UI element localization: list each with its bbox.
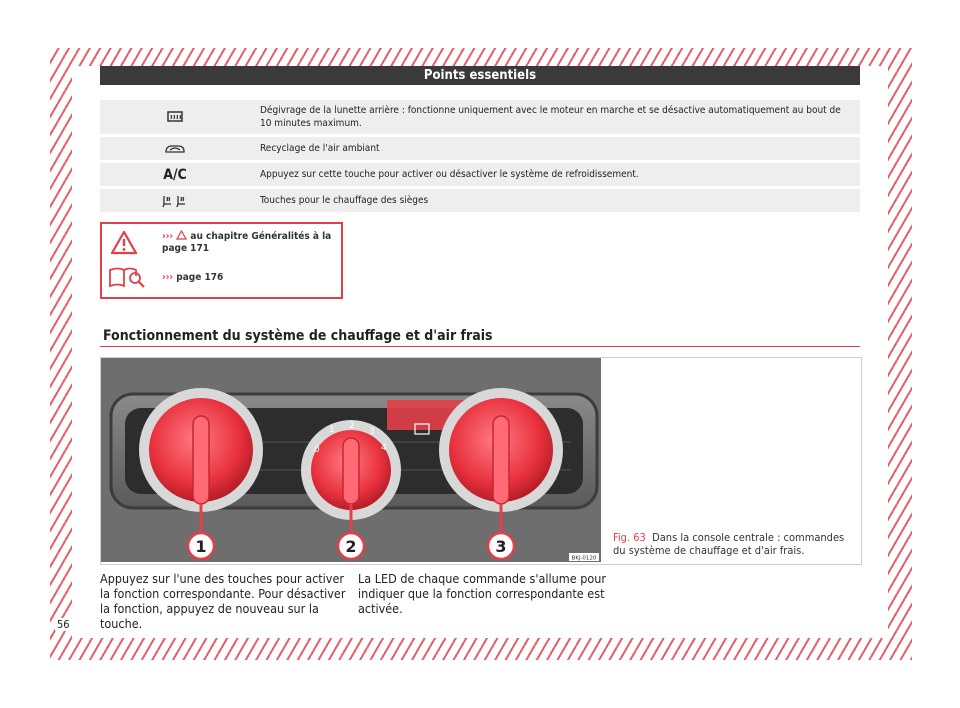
- seat-heating-description: Touches pour le chauffage des sièges: [260, 195, 429, 206]
- figure-caption-text: Dans la console centrale : commandes du système de chauffage et d'air frais.: [613, 531, 845, 557]
- defrost-description: Dégivrage de la lunette arrière : fonctionne uniquement avec le moteur en marche et se désactive automatiquement au bout de 10 minutes maximum.: [260, 105, 841, 129]
- svg-text:3: 3: [495, 537, 507, 556]
- table-row: [100, 137, 860, 160]
- controls-table: [100, 100, 860, 215]
- svg-text:2: 2: [345, 537, 357, 556]
- table-row: [100, 189, 860, 212]
- knob2-label-4: 4: [381, 443, 387, 453]
- body-paragraph-2: La LED de chaque commande s'allume pour indiquer que la fonction correspondante est activée.: [358, 571, 606, 616]
- ac-description: Appuyez sur cette touche pour activer ou désactiver le système de refroidissement.: [260, 169, 639, 180]
- svg-text:1: 1: [195, 537, 207, 556]
- ac-label: A/C: [163, 166, 187, 183]
- knob2-label-1: 1: [329, 425, 335, 435]
- recirculation-description: Recyclage de l'air ambiant: [260, 143, 380, 154]
- warning-reference-2: ››› page 176: [162, 272, 224, 283]
- small-warning-icon: [176, 230, 187, 240]
- warning-triangle-icon: [110, 230, 138, 259]
- callout-2: [338, 533, 364, 559]
- section-divider: [100, 346, 860, 347]
- knob2-label-2: 2: [349, 421, 355, 431]
- figure-label: Fig. 63: [613, 531, 646, 544]
- knob2-label-0: 0: [314, 445, 320, 455]
- figure-caption: [613, 531, 853, 557]
- warning-box: [100, 222, 343, 299]
- section-title: Fonctionnement du système de chauffage et d'air frais: [103, 328, 493, 344]
- rear-window-defrost-icon: [100, 110, 250, 124]
- table-row: [100, 163, 860, 186]
- warning-reference-1: ››› au chapitre Généralités à la page 171: [162, 231, 332, 254]
- air-recirculation-icon: [100, 143, 250, 155]
- figure-code: BKJ-0120: [571, 555, 597, 562]
- knob2-label-3: 3: [369, 427, 375, 437]
- seat-heating-icon: [100, 194, 250, 208]
- callout-3: [488, 533, 514, 559]
- manual-book-icon: [108, 264, 146, 292]
- body-paragraph-1: Appuyez sur l'une des touches pour activer la fonction correspondante. Pour désactiver la fonction, appuyez de nouveau sur la touche.: [100, 571, 346, 631]
- table-row: [100, 100, 860, 134]
- climate-control-photo: [101, 358, 601, 562]
- callout-1: [188, 533, 214, 559]
- page-number: 56: [57, 618, 70, 631]
- section-header: Points essentiels: [100, 66, 860, 85]
